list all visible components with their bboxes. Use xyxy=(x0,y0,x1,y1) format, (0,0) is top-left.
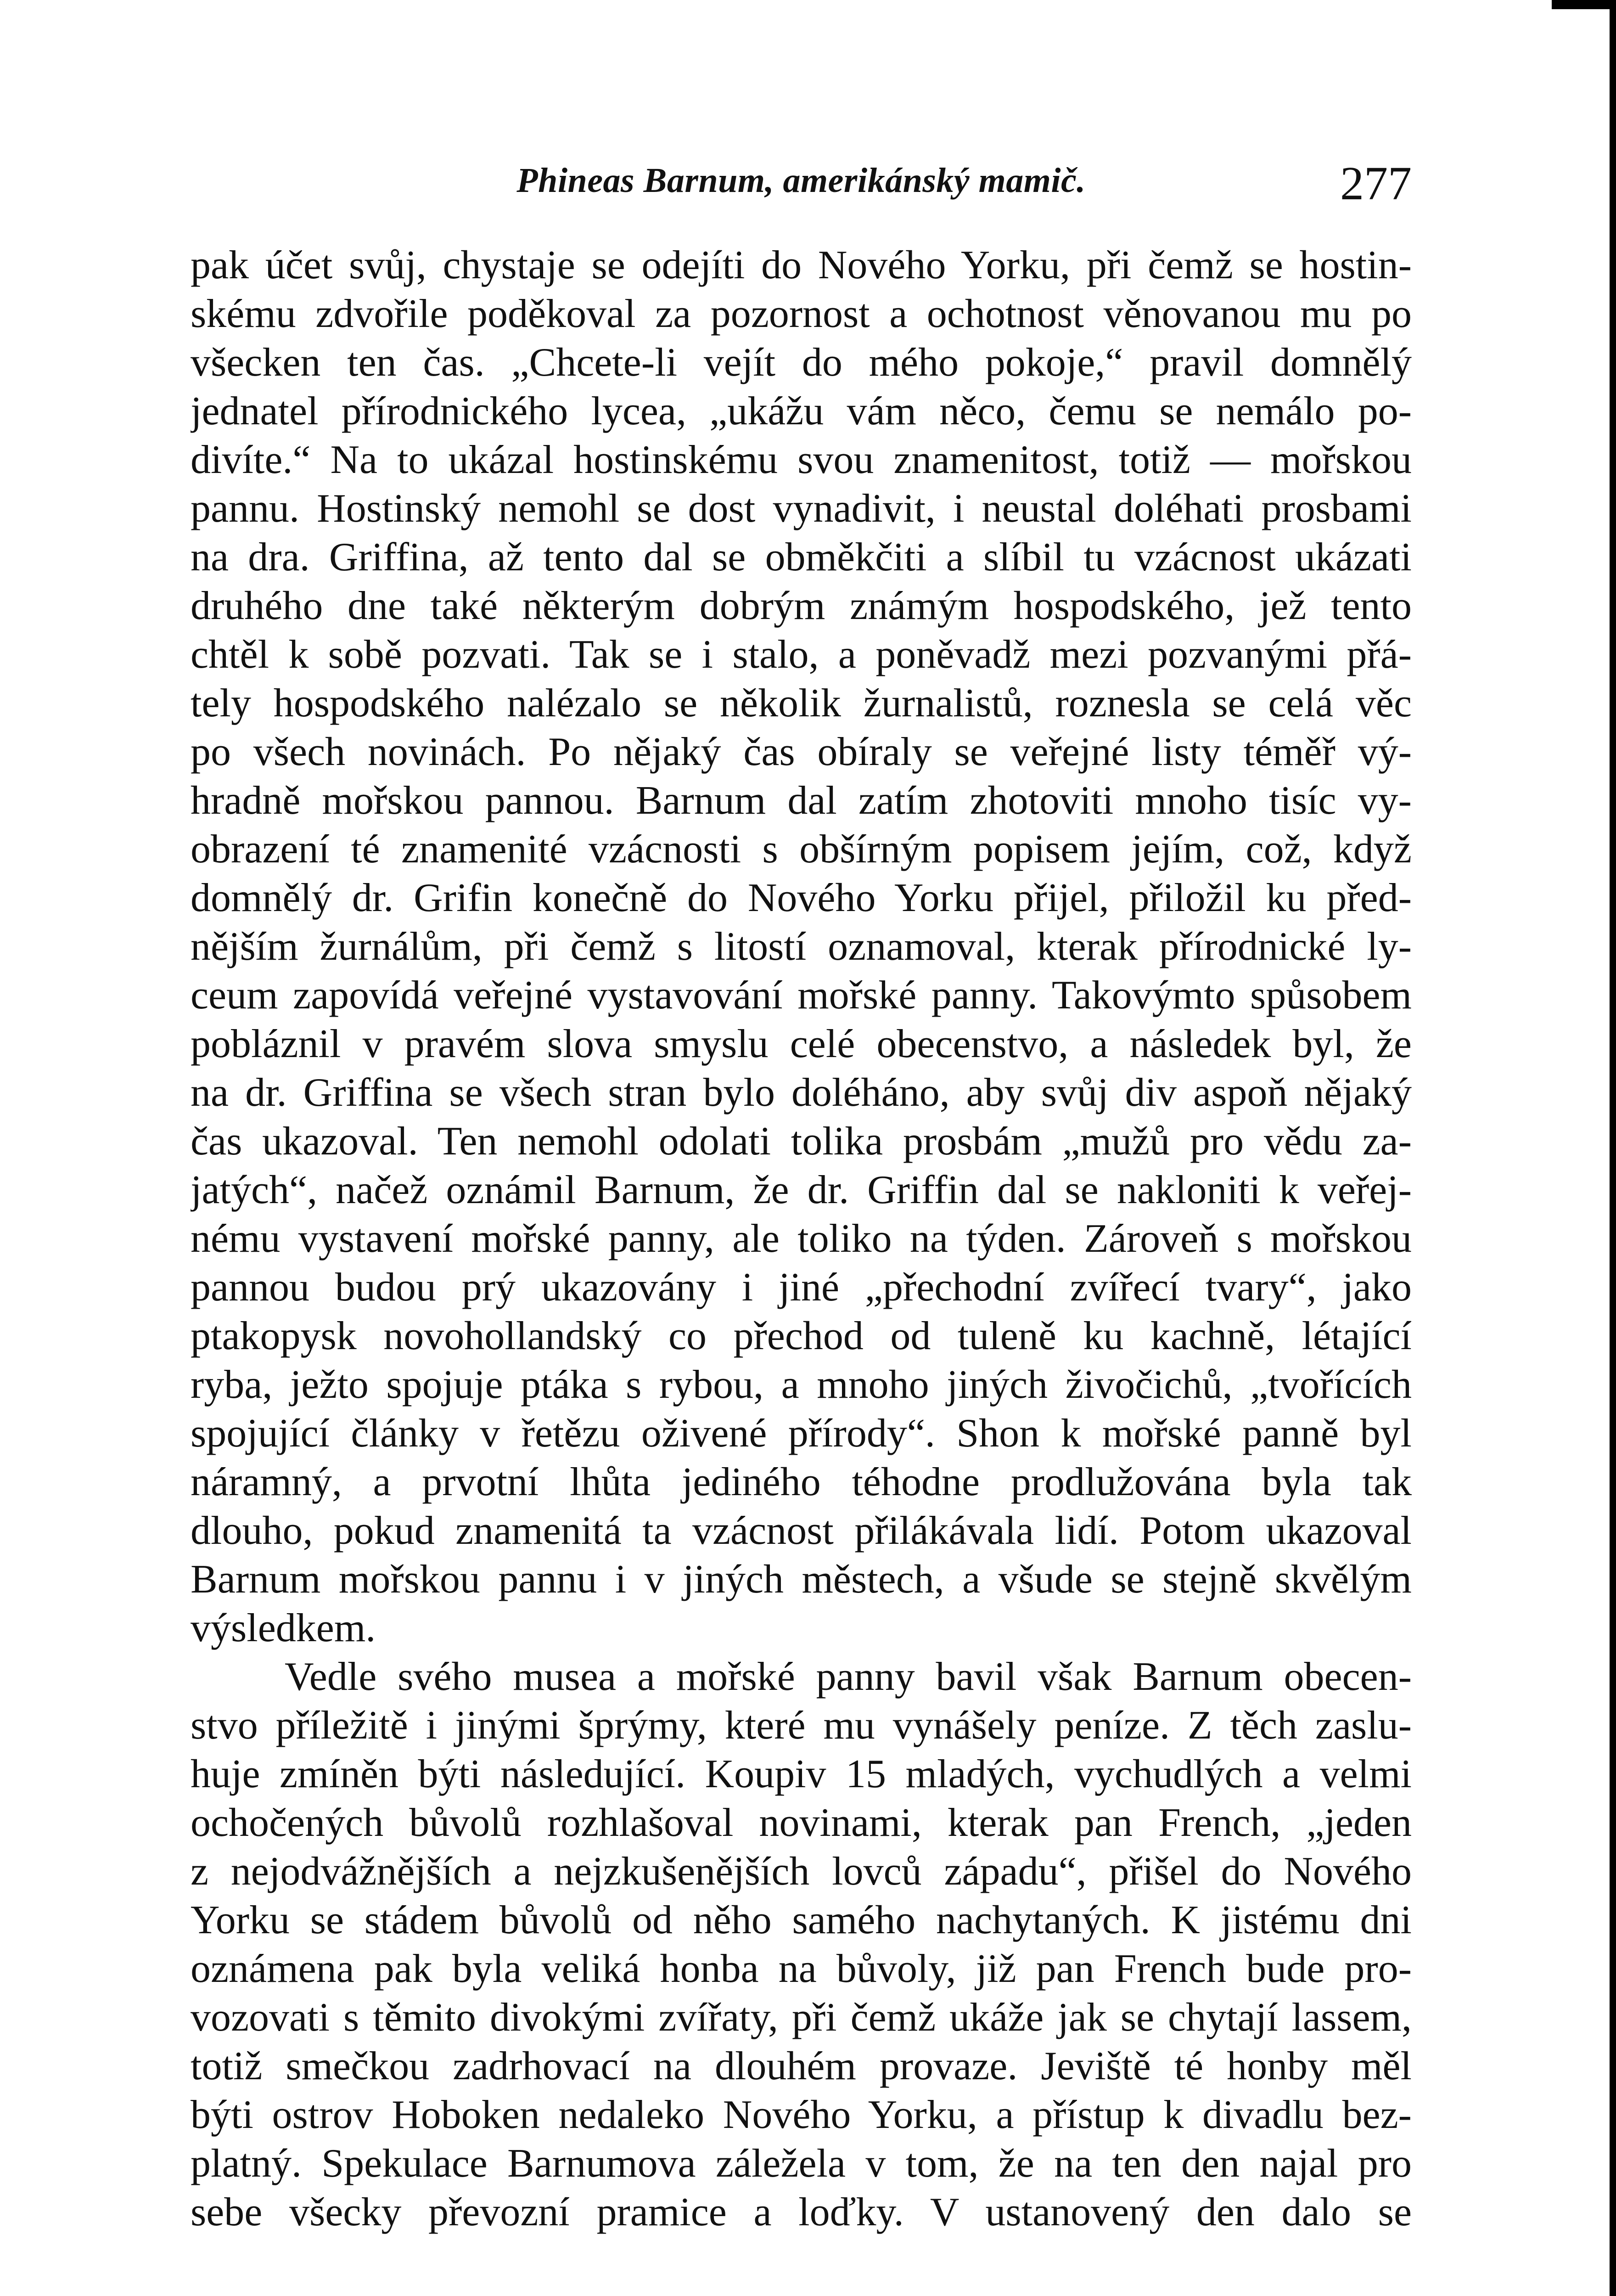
page-number: 277 xyxy=(1340,157,1412,210)
text-line: ptakopysk novohollandský co přechod od tuleně ku kachně, létající xyxy=(191,1314,1412,1358)
text-line: druhého dne také některým dobrým známým hospodského, jež tento xyxy=(191,584,1412,628)
text-line: na dra. Griffina, až tento dal se obměkčiti a slíbil tu vzácnost ukázati xyxy=(191,535,1412,580)
text-line: po všech novinách. Po nějaký čas obíraly se veřejné listy téměř vý- xyxy=(191,730,1412,774)
body-text xyxy=(191,241,1412,2237)
text-line: pannu. Hostinský nemohl se dost vynadivit, i neustal doléhati prosbami xyxy=(191,486,1412,531)
text-line: skému zdvořile poděkoval za pozornost a ochotnost věnovanou mu po xyxy=(191,292,1412,336)
page-edge xyxy=(1610,0,1616,2296)
text-line: ryba, ježto spojuje ptáka s rybou, a mnoho jiných živočichů, „tvořících xyxy=(191,1362,1412,1407)
page-edge-top xyxy=(1552,0,1616,9)
text-line: ochočených bůvolů rozhlašoval novinami, kterak pan French, „jeden xyxy=(191,1801,1412,1845)
text-line: náramný, a prvotní lhůta jediného téhodne prodlužována byla tak xyxy=(191,1460,1412,1504)
text-line: výsledkem. xyxy=(191,1606,376,1650)
text-line: platný. Spekulace Barnumova záležela v tom, že na ten den najal pro xyxy=(191,2141,1412,2186)
running-head xyxy=(191,152,1412,216)
text-line: sebe všecky převozní pramice a loďky. V ustanovený den dalo se xyxy=(191,2190,1412,2234)
text-line: jednatel přírodnického lycea, „ukážu vám něco, čemu se nemálo po- xyxy=(191,389,1412,433)
text-line: chtěl k sobě pozvati. Tak se i stalo, a poněvadž mezi pozvanými přá- xyxy=(191,632,1412,677)
text-line: na dr. Griffina se všech stran bylo doléháno, aby svůj div aspoň nějaký xyxy=(191,1070,1412,1115)
text-line: čas ukazoval. Ten nemohl odolati tolika prosbám „mužů pro vědu za- xyxy=(191,1119,1412,1164)
text-line: dlouho, pokud znamenitá ta vzácnost přilákávala lidí. Potom ukazoval xyxy=(191,1508,1412,1553)
text-line: domnělý dr. Grifin konečně do Nového Yorku přijel, přiložil ku před- xyxy=(191,876,1412,920)
text-line: tely hospodského nalézalo se několik žurnalistů, roznesla se celá věc xyxy=(191,681,1412,726)
text-line: Barnum mořskou pannu i v jiných městech, a všude se stejně skvělým xyxy=(191,1557,1412,1602)
text-line: z nejodvážnějších a nejzkušenějších lovců západu“, přišel do Nového xyxy=(191,1849,1412,1894)
text-line: divíte.“ Na to ukázal hostinskému svou znamenitost, totiž — mořskou xyxy=(191,438,1412,482)
text-line: ceum zapovídá veřejné vystavování mořské panny. Takovýmto spůsobem xyxy=(191,973,1412,1018)
text-line: pannou budou prý ukazovány i jiné „přechodní zvířecí tvary“, jako xyxy=(191,1265,1412,1310)
text-line: Vedle svého musea a mořské panny bavil však Barnum obecen- xyxy=(285,1654,1412,1699)
text-line: stvo příležitě i jinými šprýmy, které mu vynášely peníze. Z těch zaslu- xyxy=(191,1703,1412,1748)
text-line: býti ostrov Hoboken nedaleko Nového Yorku, a přístup k divadlu bez- xyxy=(191,2093,1412,2137)
text-line: jatých“, načež oznámil Barnum, že dr. Griffin dal se nakloniti k veřej- xyxy=(191,1168,1412,1212)
running-head-title: Phineas Barnum, amerikánský mamič. xyxy=(516,161,1086,200)
text-line: pak účet svůj, chystaje se odejíti do Nového Yorku, při čemž se hostin- xyxy=(191,243,1412,287)
text-line: pobláznil v pravém slova smyslu celé obecenstvo, a následek byl, že xyxy=(191,1022,1412,1066)
text-line: vozovati s těmito divokými zvířaty, při čemž ukáže jak se chytají lassem, xyxy=(191,1995,1412,2040)
text-line: obrazení té znamenité vzácnosti s obšírným popisem jejím, což, když xyxy=(191,827,1412,872)
text-line: totiž smečkou zadrhovací na dlouhém provaze. Jeviště té honby měl xyxy=(191,2044,1412,2088)
text-line: oznámena pak byla veliká honba na bůvoly, již pan French bude pro- xyxy=(191,1947,1412,1991)
text-line: všecken ten čas. „Chcete-li vejít do mého pokoje,“ pravil domnělý xyxy=(191,340,1412,385)
text-line: hradně mořskou pannou. Barnum dal zatím zhotoviti mnoho tisíc vy- xyxy=(191,778,1412,823)
text-line: nému vystavení mořské panny, ale toliko na týden. Zároveň s mořskou xyxy=(191,1216,1412,1261)
text-line: nějším žurnálům, při čemž s litostí oznamoval, kterak přírodnické ly- xyxy=(191,924,1412,969)
text-line: Yorku se stádem bůvolů od něho samého nachytaných. K jistému dni xyxy=(191,1898,1412,1942)
text-line: spojující články v řetězu oživené přírody“. Shon k mořské panně byl xyxy=(191,1411,1412,1456)
text-line: huje zmíněn býti následující. Koupiv 15 mladých, vychudlých a velmi xyxy=(191,1752,1412,1796)
